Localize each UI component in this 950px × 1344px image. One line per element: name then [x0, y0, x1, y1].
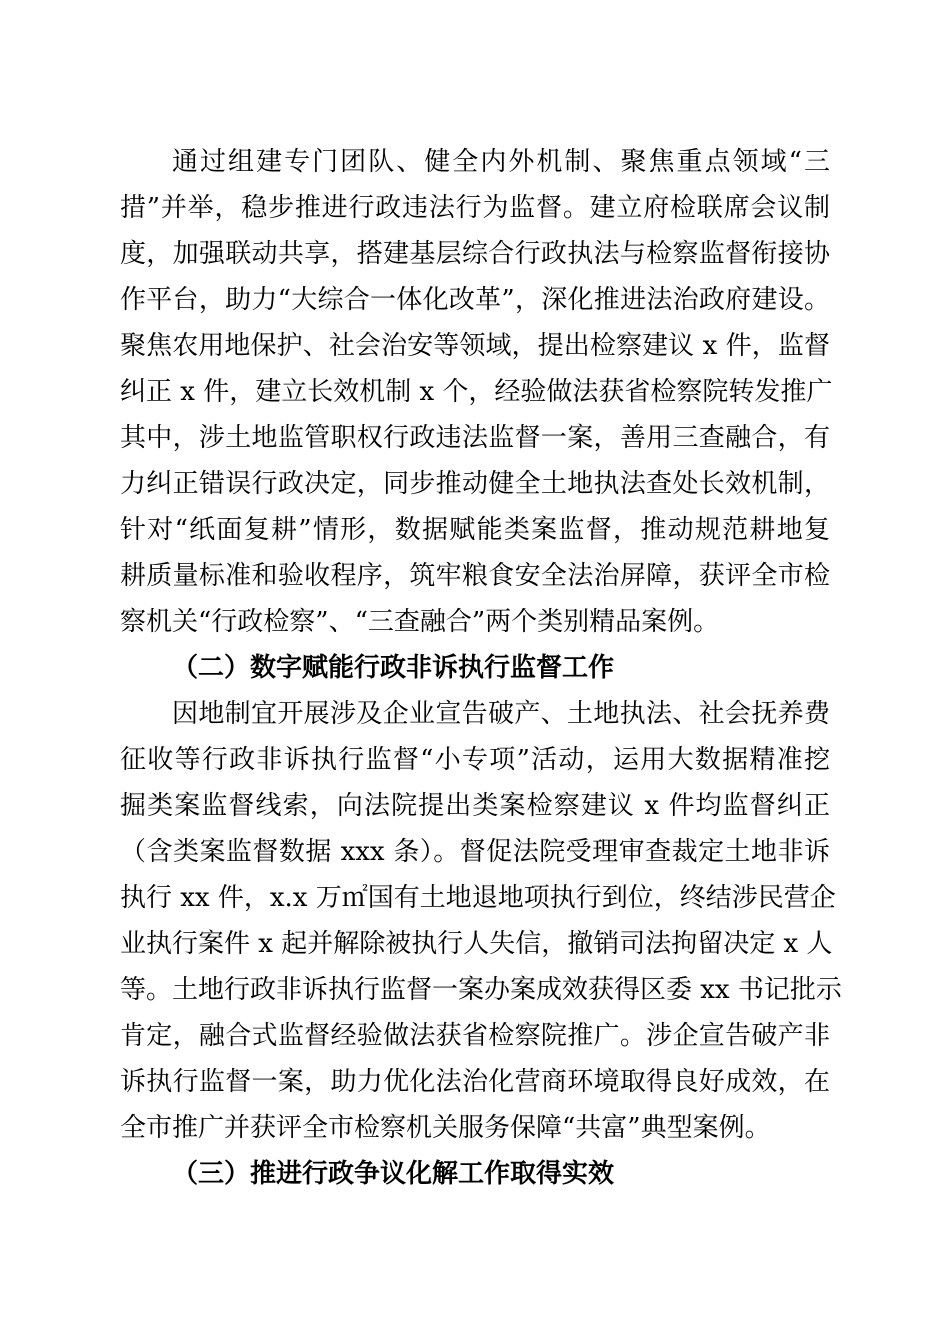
- paragraph-1-line: 聚焦农用地保护、社会治安等领域，提出检察建议 x 件，监督: [120, 331, 830, 361]
- paragraph-1-line: 力纠正错误行政决定，同步推动健全土地执法查处长效机制，: [120, 469, 830, 499]
- paragraph-1-line: 针对“纸面复耕”情形，数据赋能类案监督，推动规范耕地复: [120, 515, 830, 545]
- paragraph-2-line: 肯定，融合式监督经验做法获省检察院推广。涉企宣告破产非: [120, 1021, 830, 1051]
- paragraph-2-line: 诉执行监督一案，助力优化法治化营商环境取得良好成效，在: [120, 1067, 830, 1097]
- paragraph-1-line: 措”并举，稳步推进行政违法行为监督。建立府检联席会议制: [120, 193, 830, 223]
- section-heading-2: （二）数字赋能行政非诉执行监督工作: [172, 653, 615, 683]
- paragraph-2-line: 全市推广并获评全市检察机关服务保障“共富”典型案例。: [120, 1113, 771, 1143]
- paragraph-1-line: 耕质量标准和验收程序，筑牢粮食安全法治屏障，获评全市检: [120, 561, 830, 591]
- paragraph-2-line: （含类案监督数据 xxx 条）。督促法院受理审查裁定土地非诉: [120, 837, 830, 867]
- paragraph-2-line: 因地制宜开展涉及企业宣告破产、土地执法、社会抚养费: [172, 699, 830, 729]
- paragraph-1-line: 作平台，助力“大综合一体化改革”，深化推进法治政府建设。: [120, 285, 830, 315]
- paragraph-2-line: 业执行案件 x 起并解除被执行人失信，撤销司法拘留决定 x 人: [120, 929, 833, 959]
- section-heading-3: （三）推进行政争议化解工作取得实效: [172, 1159, 615, 1189]
- paragraph-1-line: 察机关“行政检察”、“三查融合”两个类别精品案例。: [120, 607, 720, 637]
- paragraph-2-line: 等。土地行政非诉执行监督一案办案成效获得区委 xx 书记批示: [120, 975, 842, 1005]
- paragraph-1-line: 度，加强联动共享，搭建基层综合行政执法与检察监督衔接协: [120, 239, 830, 269]
- paragraph-2-line: 掘类案监督线索，向法院提出类案检察建议 x 件均监督纠正: [120, 791, 830, 821]
- paragraph-2-line: 征收等行政非诉执行监督“小专项”活动，运用大数据精准挖: [120, 745, 830, 775]
- paragraph-1-line: 纠正 x 件，建立长效机制 x 个，经验做法获省检察院转发推广: [120, 377, 833, 407]
- paragraph-1-line: 其中，涉土地监管职权行政违法监督一案，善用三查融合，有: [120, 423, 830, 453]
- paragraph-2-line: 执行 xx 件，x.x 万㎡国有土地退地项执行到位，终结涉民营企: [120, 883, 836, 913]
- paragraph-1-line: 通过组建专门团队、健全内外机制、聚焦重点领域“三: [172, 147, 830, 177]
